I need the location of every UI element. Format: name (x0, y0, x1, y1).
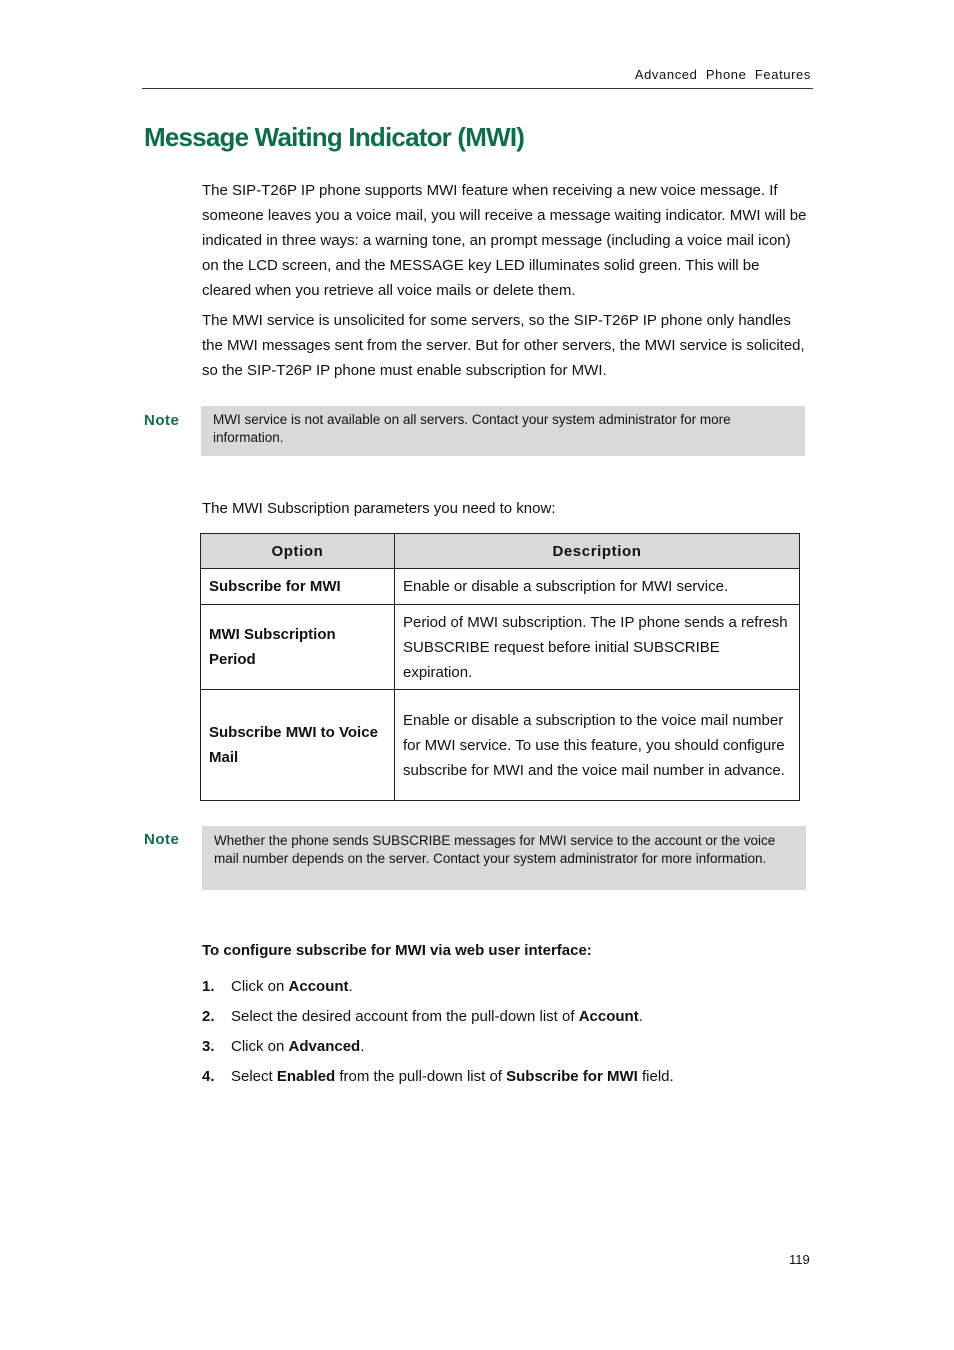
mwi-parameters-table (200, 533, 800, 801)
intro-paragraph-1: The SIP-T26P IP phone supports MWI feature when receiving a new voice message. If someone leaves you a voice mail, you will receive a message waiting indicator. MWI will be indicated in three ways: a warning tone, an prompt message (including a voice mail icon) on the LCD screen, and the MESSAGE key LED illuminates solid green. This will be cleared when you retrieve all voice mails or delete them. (202, 182, 807, 299)
header-rule (142, 88, 813, 89)
step-number: 1. (202, 978, 215, 995)
description-cell: Enable or disable a subscription to the voice mail number for MWI service. To use this feature, you should configure subscribe for MWI and the voice mail number in advance. (395, 690, 800, 801)
step-text: . (360, 1038, 365, 1055)
intro-paragraph-2: The MWI service is unsolicited for some servers, so the SIP-T26P IP phone only handles the MWI messages sent from the server. But for other servers, the MWI service is solicited, so the SIP-T26P IP phone must enable subscription for MWI. (202, 312, 805, 379)
step-text: . (348, 978, 353, 995)
table-row (201, 605, 800, 690)
note-box-1 (201, 406, 805, 456)
note-text-1: MWI service is not available on all servers. Contact your system administrator for more information. (213, 412, 731, 445)
ui-term: Account (288, 978, 349, 995)
step-text: field. (637, 1068, 674, 1085)
running-header: Advanced Phone Features (634, 67, 811, 82)
page-number: 119 (789, 1252, 810, 1267)
step-text: Click on (231, 978, 289, 995)
ui-term: Account (578, 1008, 639, 1025)
step-number: 4. (202, 1068, 215, 1085)
option-cell: Subscribe for MWI (201, 569, 395, 605)
note-label-2: Note (144, 831, 180, 848)
ui-term: Advanced (288, 1038, 361, 1055)
step-text: from the pull-down list of (335, 1068, 507, 1085)
procedure-title: To configure subscribe for MWI via web user interface: (202, 942, 592, 959)
step-text: Select the desired account from the pull-down list of (231, 1008, 579, 1025)
column-header-description: Description (395, 534, 800, 569)
table-intro: The MWI Subscription parameters you need to know: (202, 500, 556, 517)
step-number: 2. (202, 1008, 215, 1025)
option-cell: MWI Subscription Period (201, 605, 395, 690)
note-box-2 (202, 826, 806, 890)
step-text: Click on (231, 1038, 289, 1055)
table-row (201, 690, 800, 801)
column-header-option: Option (201, 534, 395, 569)
note-label-1: Note (144, 412, 180, 429)
note-text-2: Whether the phone sends SUBSCRIBE messages for MWI service to the account or the voice mail number depends on the server. Contact your system administrator for more information. (214, 833, 776, 866)
step-text: . (638, 1008, 643, 1025)
step-text: Select (231, 1068, 277, 1085)
description-cell: Enable or disable a subscription for MWI service. (395, 569, 800, 605)
step-number: 3. (202, 1038, 215, 1055)
description-cell: Period of MWI subscription. The IP phone sends a refresh SUBSCRIBE request before initial SUBSCRIBE expiration. (395, 605, 800, 690)
option-cell: Subscribe MWI to Voice Mail (201, 690, 395, 801)
table-header-row (201, 534, 800, 569)
ui-term: Enabled (276, 1068, 336, 1085)
section-title: Message Waiting Indicator (MWI) (144, 122, 525, 152)
ui-term: Subscribe for MWI (506, 1068, 638, 1085)
table-row (201, 569, 800, 605)
